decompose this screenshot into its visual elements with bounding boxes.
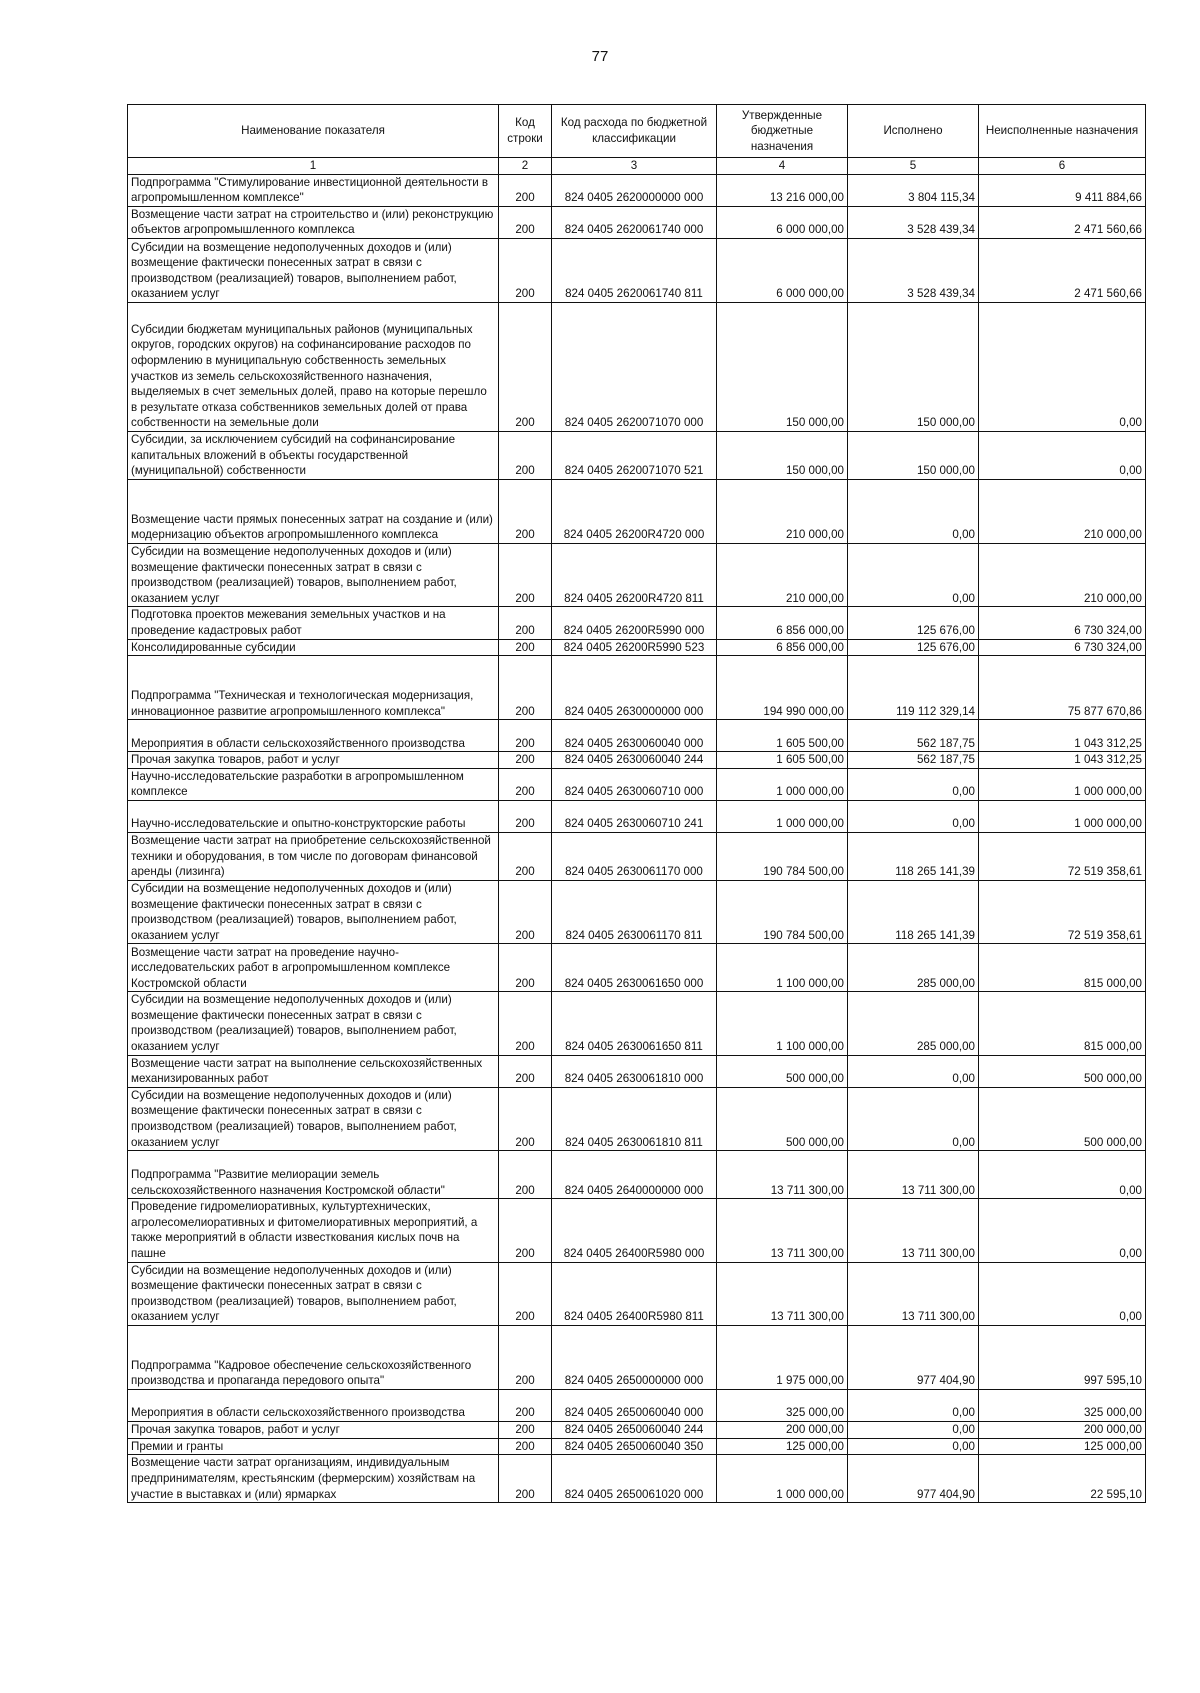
row-executed: 0,00	[848, 543, 979, 606]
row-name: Научно-исследовательские и опытно-конструкторские работы	[128, 800, 499, 832]
row-name: Проведение гидромелиоративных, культуртехнических, агролесомелиоративных и фитомелиоративных мероприятий, а также мероприятий в области известкования кислых почв на пашне	[128, 1199, 499, 1262]
row-classification: 824 0405 2650060040 000	[552, 1389, 717, 1421]
column-number: 2	[499, 158, 552, 175]
row-classification: 824 0405 2630061810 811	[552, 1087, 717, 1150]
row-name: Субсидии на возмещение недополученных доходов и (или) возмещение фактически понесенных затрат в связи с производством (реализацией) товаров, выполнением работ, оказанием услуг	[128, 880, 499, 943]
row-code: 200	[499, 656, 552, 720]
row-classification: 824 0405 2630060710 000	[552, 768, 717, 800]
table-row	[128, 1325, 1146, 1389]
row-name: Подпрограмма "Стимулирование инвестиционной деятельности в агропромышленном комплексе"	[128, 174, 499, 206]
row-approved: 6 856 000,00	[717, 639, 848, 656]
row-approved: 1 000 000,00	[717, 1455, 848, 1503]
row-executed: 562 187,75	[848, 720, 979, 752]
row-executed: 3 528 439,34	[848, 206, 979, 238]
row-executed: 119 112 329,14	[848, 656, 979, 720]
row-executed: 125 676,00	[848, 639, 979, 656]
row-name: Подпрограмма "Развитие мелиорации земель сельскохозяйственного назначения Костромской области"	[128, 1151, 499, 1199]
column-number: 3	[552, 158, 717, 175]
table-row	[128, 238, 1146, 302]
row-approved: 125 000,00	[717, 1438, 848, 1455]
row-code: 200	[499, 479, 552, 543]
table-row	[128, 752, 1146, 769]
row-classification: 824 0405 2650061020 000	[552, 1455, 717, 1503]
row-classification: 824 0405 2640000000 000	[552, 1151, 717, 1199]
row-name: Субсидии на возмещение недополученных доходов и (или) возмещение фактически понесенных затрат в связи с производством (реализацией) товаров, выполнением работ, оказанием услуг	[128, 543, 499, 606]
row-unexecuted: 200 000,00	[979, 1421, 1146, 1438]
row-approved: 6 856 000,00	[717, 607, 848, 639]
row-code: 200	[499, 800, 552, 832]
row-executed: 0,00	[848, 768, 979, 800]
table-row	[128, 720, 1146, 752]
row-classification: 824 0405 2630060040 000	[552, 720, 717, 752]
row-code: 200	[499, 1421, 552, 1438]
row-code: 200	[499, 880, 552, 943]
row-approved: 1 605 500,00	[717, 720, 848, 752]
row-name: Подпрограмма "Техническая и технологическая модернизация, инновационное развитие агропромышленного комплекса"	[128, 656, 499, 720]
row-executed: 13 711 300,00	[848, 1151, 979, 1199]
row-classification: 824 0405 2650060040 244	[552, 1421, 717, 1438]
row-unexecuted: 210 000,00	[979, 479, 1146, 543]
row-unexecuted: 1 043 312,25	[979, 752, 1146, 769]
row-approved: 194 990 000,00	[717, 656, 848, 720]
row-approved: 190 784 500,00	[717, 880, 848, 943]
row-executed: 977 404,90	[848, 1325, 979, 1389]
row-classification: 824 0405 26200R5990 523	[552, 639, 717, 656]
row-unexecuted: 75 877 670,86	[979, 656, 1146, 720]
row-classification: 824 0405 2630061170 811	[552, 880, 717, 943]
row-classification: 824 0405 2650000000 000	[552, 1325, 717, 1389]
row-name: Премии и гранты	[128, 1438, 499, 1455]
header-indicator-name: Наименование показателя	[128, 105, 499, 158]
table-row	[128, 543, 1146, 606]
row-name: Субсидии бюджетам муниципальных районов (муниципальных округов, городских округов) на софинансирование расходов по оформлению в муниципальную собственность земельных участков из земель сельскохозяйственного назначения, выделяемых в счет земельных долей, право на которые перешло в результате отказа собственников земельных долей от права собственности на земельные доли	[128, 302, 499, 431]
row-unexecuted: 0,00	[979, 1151, 1146, 1199]
table-row	[128, 174, 1146, 206]
row-classification: 824 0405 2630000000 000	[552, 656, 717, 720]
row-unexecuted: 997 595,10	[979, 1325, 1146, 1389]
row-name: Мероприятия в области сельскохозяйственного производства	[128, 720, 499, 752]
row-code: 200	[499, 1087, 552, 1150]
row-unexecuted: 210 000,00	[979, 543, 1146, 606]
row-classification: 824 0405 26400R5980 000	[552, 1199, 717, 1262]
row-code: 200	[499, 607, 552, 639]
row-approved: 1 000 000,00	[717, 800, 848, 832]
row-name: Возмещение части затрат на выполнение сельскохозяйственных механизированных работ	[128, 1055, 499, 1087]
row-code: 200	[499, 543, 552, 606]
row-approved: 13 711 300,00	[717, 1262, 848, 1325]
row-executed: 3 804 115,34	[848, 174, 979, 206]
row-code: 200	[499, 1325, 552, 1389]
table-row	[128, 431, 1146, 479]
row-code: 200	[499, 431, 552, 479]
row-classification: 824 0405 2620061740 000	[552, 206, 717, 238]
row-classification: 824 0405 2650060040 350	[552, 1438, 717, 1455]
table-row	[128, 1055, 1146, 1087]
table-row	[128, 206, 1146, 238]
row-name: Прочая закупка товаров, работ и услуг	[128, 1421, 499, 1438]
row-executed: 125 676,00	[848, 607, 979, 639]
row-name: Подготовка проектов межевания земельных участков и на проведение кадастровых работ	[128, 607, 499, 639]
row-approved: 210 000,00	[717, 543, 848, 606]
row-name: Консолидированные субсидии	[128, 639, 499, 656]
row-name: Прочая закупка товаров, работ и услуг	[128, 752, 499, 769]
row-code: 200	[499, 1455, 552, 1503]
row-classification: 824 0405 26200R5990 000	[552, 607, 717, 639]
row-executed: 0,00	[848, 800, 979, 832]
table-row	[128, 1455, 1146, 1503]
row-code: 200	[499, 1055, 552, 1087]
header-executed: Исполнено	[848, 105, 979, 158]
row-unexecuted: 72 519 358,61	[979, 832, 1146, 880]
page-number: 77	[591, 48, 609, 65]
table-row	[128, 1421, 1146, 1438]
row-name: Возмещение части затрат на строительство и (или) реконструкцию объектов агропромышленного комплекса	[128, 206, 499, 238]
row-unexecuted: 9 411 884,66	[979, 174, 1146, 206]
row-unexecuted: 815 000,00	[979, 992, 1146, 1055]
row-name: Субсидии на возмещение недополученных доходов и (или) возмещение фактически понесенных затрат в связи с производством (реализацией) товаров, выполнением работ, оказанием услуг	[128, 992, 499, 1055]
row-approved: 200 000,00	[717, 1421, 848, 1438]
row-unexecuted: 1 043 312,25	[979, 720, 1146, 752]
row-unexecuted: 1 000 000,00	[979, 800, 1146, 832]
row-unexecuted: 0,00	[979, 1199, 1146, 1262]
row-code: 200	[499, 206, 552, 238]
row-executed: 118 265 141,39	[848, 880, 979, 943]
row-name: Субсидии на возмещение недополученных доходов и (или) возмещение фактически понесенных затрат в связи с производством (реализацией) товаров, выполнением работ, оказанием услуг	[128, 1087, 499, 1150]
row-name: Субсидии, за исключением субсидий на софинансирование капитальных вложений в объекты государственной (муниципальной) собственности	[128, 431, 499, 479]
row-code: 200	[499, 720, 552, 752]
row-approved: 325 000,00	[717, 1389, 848, 1421]
row-name: Возмещение части затрат на проведение научно-исследовательских работ в агропромышленном комплексе Костромской области	[128, 944, 499, 992]
row-executed: 977 404,90	[848, 1455, 979, 1503]
row-name: Возмещение части прямых понесенных затрат на создание и (или) модернизацию объектов агропромышленного комплекса	[128, 479, 499, 543]
row-unexecuted: 72 519 358,61	[979, 880, 1146, 943]
column-number: 5	[848, 158, 979, 175]
row-name: Субсидии на возмещение недополученных доходов и (или) возмещение фактически понесенных затрат в связи с производством (реализацией) товаров, выполнением работ, оказанием услуг	[128, 1262, 499, 1325]
table-row	[128, 880, 1146, 943]
row-unexecuted: 1 000 000,00	[979, 768, 1146, 800]
row-unexecuted: 6 730 324,00	[979, 639, 1146, 656]
table-row	[128, 944, 1146, 992]
row-executed: 285 000,00	[848, 992, 979, 1055]
table-row	[128, 656, 1146, 720]
table-row	[128, 1199, 1146, 1262]
header-unexecuted: Неисполненные назначения	[979, 105, 1146, 158]
row-approved: 13 216 000,00	[717, 174, 848, 206]
column-number: 1	[128, 158, 499, 175]
row-executed: 562 187,75	[848, 752, 979, 769]
table-row	[128, 1151, 1146, 1199]
row-code: 200	[499, 302, 552, 431]
row-approved: 190 784 500,00	[717, 832, 848, 880]
row-code: 200	[499, 1151, 552, 1199]
row-executed: 0,00	[848, 1087, 979, 1150]
row-executed: 0,00	[848, 479, 979, 543]
row-unexecuted: 0,00	[979, 1262, 1146, 1325]
row-code: 200	[499, 752, 552, 769]
row-code: 200	[499, 238, 552, 302]
row-name: Научно-исследовательские разработки в агропромышленном комплексе	[128, 768, 499, 800]
table-row	[128, 479, 1146, 543]
row-approved: 500 000,00	[717, 1087, 848, 1150]
row-approved: 6 000 000,00	[717, 238, 848, 302]
row-approved: 1 100 000,00	[717, 992, 848, 1055]
row-classification: 824 0405 2630060710 241	[552, 800, 717, 832]
column-number: 6	[979, 158, 1146, 175]
table-body	[128, 174, 1146, 1503]
row-unexecuted: 500 000,00	[979, 1087, 1146, 1150]
row-executed: 285 000,00	[848, 944, 979, 992]
row-classification: 824 0405 26400R5980 811	[552, 1262, 717, 1325]
row-classification: 824 0405 26200R4720 000	[552, 479, 717, 543]
row-classification: 824 0405 2620000000 000	[552, 174, 717, 206]
row-code: 200	[499, 1389, 552, 1421]
row-classification: 824 0405 2630061170 000	[552, 832, 717, 880]
header-approved: Утвержденные бюджетные назначения	[717, 105, 848, 158]
row-classification: 824 0405 2620071070 521	[552, 431, 717, 479]
row-classification: 824 0405 2630061650 811	[552, 992, 717, 1055]
table-row	[128, 639, 1146, 656]
row-executed: 150 000,00	[848, 302, 979, 431]
row-executed: 13 711 300,00	[848, 1262, 979, 1325]
row-executed: 0,00	[848, 1055, 979, 1087]
row-name: Возмещение части затрат на приобретение сельскохозяйственной техники и оборудования, в том числе по договорам финансовой аренды (лизинга)	[128, 832, 499, 880]
table-row	[128, 992, 1146, 1055]
column-number: 4	[717, 158, 848, 175]
row-approved: 150 000,00	[717, 431, 848, 479]
row-executed: 13 711 300,00	[848, 1199, 979, 1262]
row-executed: 3 528 439,34	[848, 238, 979, 302]
header-row	[128, 105, 1146, 158]
row-approved: 1 000 000,00	[717, 768, 848, 800]
row-name: Субсидии на возмещение недополученных доходов и (или) возмещение фактически понесенных затрат в связи с производством (реализацией) товаров, выполнением работ, оказанием услуг	[128, 238, 499, 302]
row-executed: 118 265 141,39	[848, 832, 979, 880]
row-code: 200	[499, 944, 552, 992]
row-approved: 1 605 500,00	[717, 752, 848, 769]
row-code: 200	[499, 174, 552, 206]
budget-execution-table	[127, 104, 1146, 1503]
row-code: 200	[499, 768, 552, 800]
row-unexecuted: 2 471 560,66	[979, 206, 1146, 238]
table-row	[128, 832, 1146, 880]
row-approved: 13 711 300,00	[717, 1151, 848, 1199]
row-unexecuted: 22 595,10	[979, 1455, 1146, 1503]
row-executed: 0,00	[848, 1389, 979, 1421]
row-classification: 824 0405 2630061810 000	[552, 1055, 717, 1087]
table-row	[128, 1438, 1146, 1455]
row-approved: 13 711 300,00	[717, 1199, 848, 1262]
row-classification: 824 0405 2620061740 811	[552, 238, 717, 302]
row-code: 200	[499, 1262, 552, 1325]
header-budget-classification: Код расхода по бюджетной классификации	[552, 105, 717, 158]
row-executed: 0,00	[848, 1438, 979, 1455]
row-code: 200	[499, 1438, 552, 1455]
row-code: 200	[499, 832, 552, 880]
column-number-row	[128, 158, 1146, 175]
row-classification: 824 0405 2630060040 244	[552, 752, 717, 769]
table-row	[128, 607, 1146, 639]
row-unexecuted: 125 000,00	[979, 1438, 1146, 1455]
row-name: Возмещение части затрат организациям, индивидуальным предпринимателям, крестьянским (фермерским) хозяйствам на участие в выставках и (или) ярмарках	[128, 1455, 499, 1503]
row-approved: 500 000,00	[717, 1055, 848, 1087]
row-unexecuted: 815 000,00	[979, 944, 1146, 992]
row-approved: 1 100 000,00	[717, 944, 848, 992]
row-classification: 824 0405 2620071070 000	[552, 302, 717, 431]
row-unexecuted: 2 471 560,66	[979, 238, 1146, 302]
row-unexecuted: 0,00	[979, 302, 1146, 431]
row-unexecuted: 6 730 324,00	[979, 607, 1146, 639]
row-unexecuted: 325 000,00	[979, 1389, 1146, 1421]
row-name: Подпрограмма "Кадровое обеспечение сельскохозяйственного производства и пропаганда передового опыта"	[128, 1325, 499, 1389]
row-unexecuted: 500 000,00	[979, 1055, 1146, 1087]
table-row	[128, 1262, 1146, 1325]
row-name: Мероприятия в области сельскохозяйственного производства	[128, 1389, 499, 1421]
table-row	[128, 1087, 1146, 1150]
row-approved: 210 000,00	[717, 479, 848, 543]
row-approved: 6 000 000,00	[717, 206, 848, 238]
table-row	[128, 302, 1146, 431]
row-code: 200	[499, 992, 552, 1055]
table-row	[128, 768, 1146, 800]
row-classification: 824 0405 26200R4720 811	[552, 543, 717, 606]
row-approved: 1 975 000,00	[717, 1325, 848, 1389]
header-row-code: Код строки	[499, 105, 552, 158]
row-executed: 0,00	[848, 1421, 979, 1438]
table-row	[128, 1389, 1146, 1421]
table-row	[128, 800, 1146, 832]
row-code: 200	[499, 1199, 552, 1262]
row-approved: 150 000,00	[717, 302, 848, 431]
row-executed: 150 000,00	[848, 431, 979, 479]
row-code: 200	[499, 639, 552, 656]
row-unexecuted: 0,00	[979, 431, 1146, 479]
row-classification: 824 0405 2630061650 000	[552, 944, 717, 992]
